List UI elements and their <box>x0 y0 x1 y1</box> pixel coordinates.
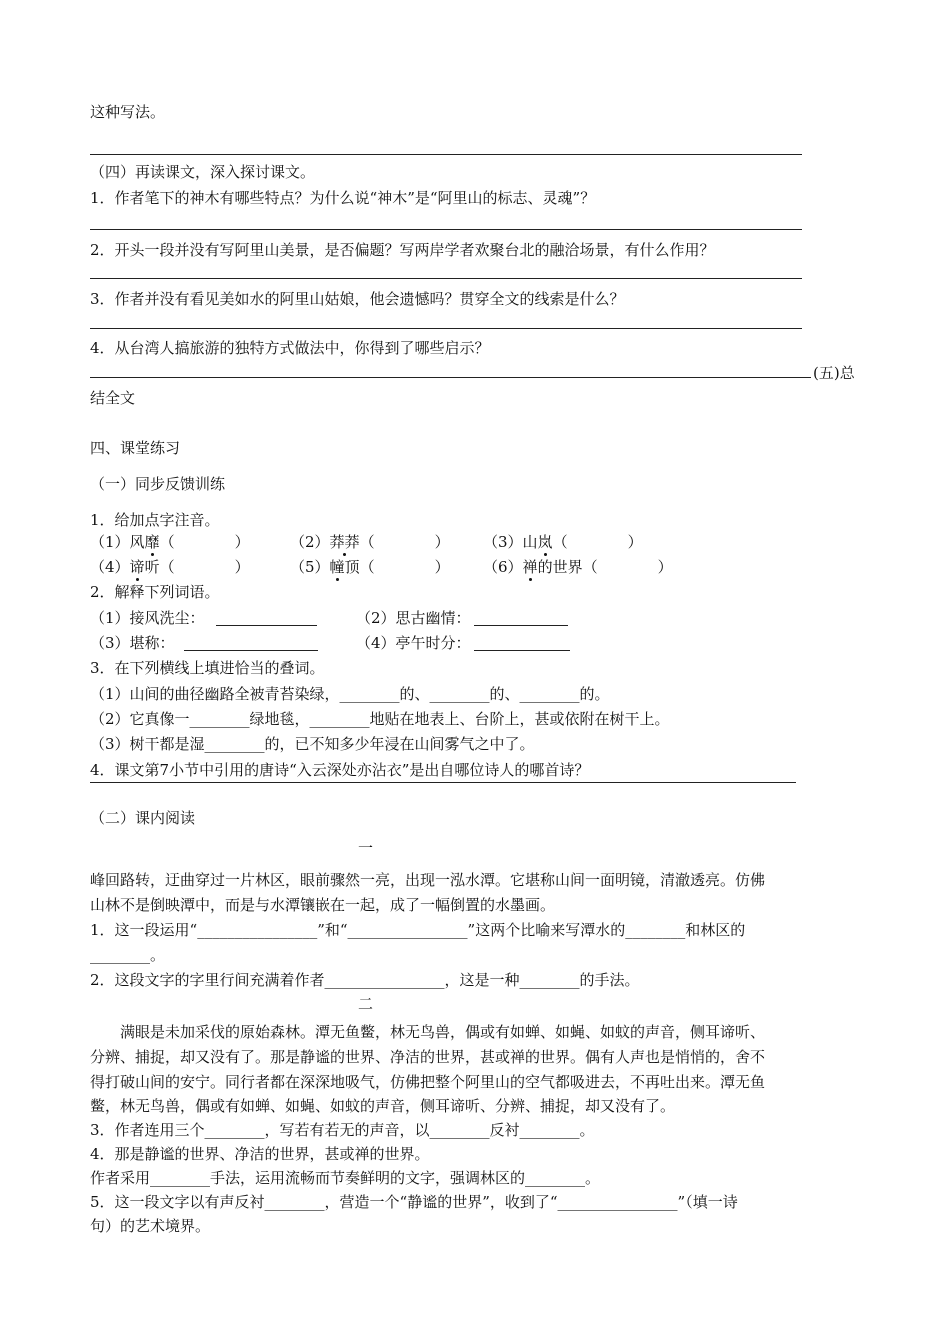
question: （2）它真像一________绿地毯，________地贴在地表上、台阶上，甚或依附在树干上。 <box>90 710 670 728</box>
question: 1．给加点字注音。 <box>90 511 220 529</box>
answer-blank <box>184 650 318 651</box>
question: 2．解释下列词语。 <box>90 583 220 601</box>
dotted-char: 靡 <box>144 533 160 551</box>
dotted-char: 谛 <box>129 558 145 576</box>
vocab-item: （2）思古幽情： <box>356 609 471 627</box>
answer-line <box>90 229 802 230</box>
pinyin-item: （5）幢顶（ ） <box>290 558 450 576</box>
passage-number: 一 <box>358 839 374 857</box>
question: 2．开头一段并没有写阿里山美景，是否偏题？写两岸学者欢聚台北的融洽场景，有什么作用？ <box>90 241 715 259</box>
pinyin-item: （6）禅的世界（ ） <box>483 558 673 576</box>
answer-blank <box>474 625 568 626</box>
answer-line <box>90 154 802 155</box>
pinyin-item: （1）风靡（ ） <box>90 533 250 551</box>
question: 4．从台湾人搞旅游的独特方式做法中，你得到了哪些启示？ <box>90 339 490 357</box>
subsection-heading: （一）同步反馈训练 <box>90 475 226 493</box>
pinyin-item: （3）山岚（ ） <box>483 533 643 551</box>
question: 2．这段文字的字里行间充满着作者________________，这是一种________的手法。 <box>90 971 640 989</box>
dotted-char: 幢 <box>329 558 345 576</box>
subsection-heading: （二）课内阅读 <box>90 809 196 827</box>
passage-text: 分辨、捕捉，却又没有了。那是静谧的世界、净洁的世界，甚或禅的世界。偶有人声也是悄悄的，舍不 <box>90 1048 766 1066</box>
question: 3．作者并没有看见美如水的阿里山姑娘，他会遗憾吗？贯穿全文的线索是什么？ <box>90 290 625 308</box>
dotted-char: 莽莽 <box>329 533 360 551</box>
question: 3．作者连用三个________，写若有若无的声音，以________反衬________。 <box>90 1121 595 1139</box>
answer-line <box>90 278 802 279</box>
passage-text: 鳖，林无鸟兽，偶或有如蝉、如蝇、如蚊的声音，侧耳谛听、分辨、捕捉，却又没有了。 <box>90 1097 676 1115</box>
section-heading: 四、课堂练习 <box>90 439 181 457</box>
question: 作者采用________手法，运用流畅而节奏鲜明的文字，强调林区的________。 <box>90 1169 601 1187</box>
answer-blank <box>474 650 570 651</box>
passage-number: 二 <box>358 995 374 1013</box>
section-heading: (五)总 <box>813 364 855 382</box>
dotted-char: 禅 <box>522 558 538 576</box>
question: 1．作者笔下的神木有哪些特点？为什么说“神木”是“阿里山的标志、灵魂”？ <box>90 189 596 207</box>
section-heading: 结全文 <box>90 389 136 407</box>
question: ________。 <box>90 946 166 964</box>
question: 4．那是静谧的世界、净洁的世界，甚或禅的世界。 <box>90 1145 430 1163</box>
dotted-char: 岚 <box>537 533 553 551</box>
question: 句）的艺术境界。 <box>90 1217 211 1235</box>
passage-text: 峰回路转，迂曲穿过一片林区，眼前骤然一亮，出现一泓水潭。它堪称山间一面明镜，清澈透亮。仿佛 <box>90 871 766 889</box>
answer-line <box>90 328 802 329</box>
text-line: 这种写法。 <box>90 103 166 121</box>
vocab-item: （3）堪称： <box>90 634 175 652</box>
answer-line <box>90 782 796 783</box>
question: 3．在下列横线上填进恰当的叠词。 <box>90 659 325 677</box>
vocab-item: （1）接风洗尘： <box>90 609 205 627</box>
answer-line <box>90 377 811 378</box>
question: 5．这一段文字以有声反衬________，营造一个“静谧的世界”，收到了“________________”（填一诗 <box>90 1193 738 1211</box>
answer-blank <box>216 625 317 626</box>
passage-text: 山林不是倒映潭中，而是与水潭镶嵌在一起，成了一幅倒置的水墨画。 <box>90 896 556 914</box>
question: 1．这一段运用“________________”和“________________”这两个比喻来写潭水的________和林区的 <box>90 921 746 939</box>
pinyin-item: （4）谛听（ ） <box>90 558 250 576</box>
passage-text: 得打破山间的安宁。同行者都在深深地吸气，仿佛把整个阿里山的空气都吸进去，不再吐出来。潭无鱼 <box>90 1073 766 1091</box>
passage-text: 满眼是未加采伐的原始森林。潭无鱼鳖，林无鸟兽，偶或有如蝉、如蝇、如蚊的声音，侧耳谛听、 <box>90 1023 766 1041</box>
question: （1）山间的曲径幽路全被青苔染绿，________的、________的、________的。 <box>90 685 610 703</box>
vocab-item: （4）亭午时分： <box>356 634 471 652</box>
question: 4．课文第7小节中引用的唐诗“入云深处亦沾衣”是出自哪位诗人的哪首诗？ <box>90 761 590 779</box>
pinyin-item: （2）莽莽（ ） <box>290 533 450 551</box>
section-heading: （四）再读课文，深入探讨课文。 <box>90 163 316 181</box>
question: （3）树干都是湿________的，已不知多少年浸在山间雾气之中了。 <box>90 735 535 753</box>
